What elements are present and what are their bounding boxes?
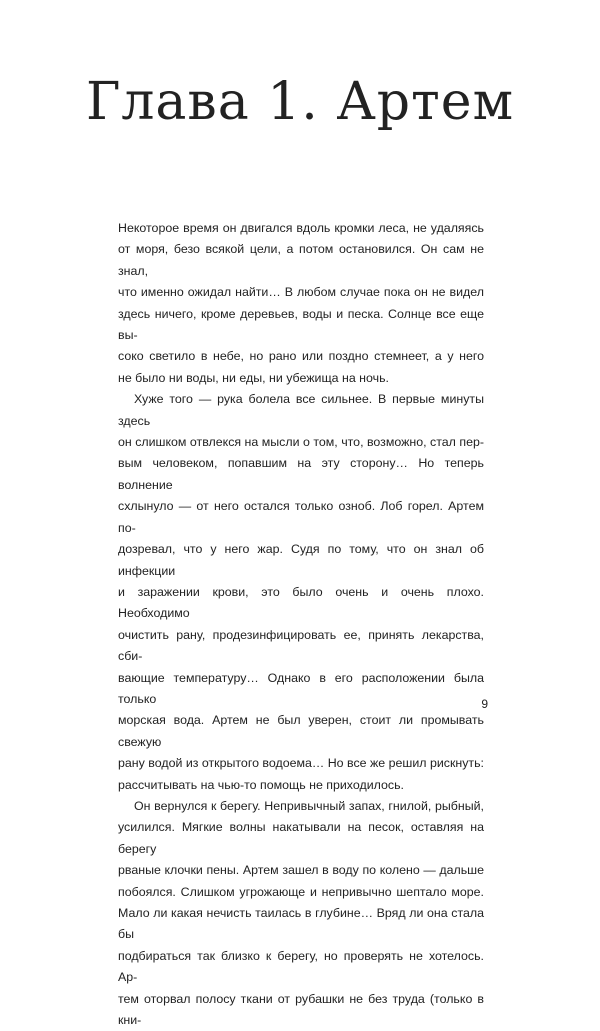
text-line: морская вода. Артем не был уверен, стоит ли промывать свежую [118,713,484,749]
text-line: вым человеком, попавшим на эту сторону… Но теперь волнение [118,456,484,492]
text-line: очистить рану, продезинфицировать ее, принять лекарства, сби- [118,627,484,664]
text-line: рваные клочки пены. Артем зашел в воду по колено — дальше [118,863,484,878]
text-line: не было ни воды, ни еды, ни убежища на ночь. [118,370,389,385]
text-line: тем оторвал полосу ткани от рубашки не без труда (только в кни- [118,991,484,1028]
text-line: и заражении крови, это было очень и очень плохо. Необходимо [118,584,484,621]
body-text [118,218,484,1031]
text-line: дозревал, что у него жар. Судя по тому, что он знал об инфекции [118,542,484,578]
text-line: подбираться так близко к берегу, но проверять не хотелось. Ар- [118,948,484,985]
text-line: Он вернулся к берегу. Непривычный запах, гнилой, рыбный, [134,798,484,813]
text-line: рану водой из открытого водоема… Но все же решил рискнуть: [118,756,484,771]
text-line: вающие температуру… Однако в его расположении была только [118,670,484,706]
text-line: схлынуло — от него остался только озноб. Лоб горел. Артем по- [118,499,484,535]
text-line: Некоторое время он двигался вдоль кромки леса, не удаляясь [118,221,484,235]
text-line: усилился. Мягкие волны накатывали на песок, оставляя на берегу [118,820,484,856]
text-line: здесь ничего, кроме деревьев, воды и песка. Солнце все еще вы- [118,306,484,343]
chapter-title: Глава 1. Артем [85,72,515,132]
text-line: побоялся. Слишком угрожающе и непривычно шептало море. [118,884,484,899]
text-line: от моря, безо всякой цели, а потом остановился. Он сам не знал, [118,242,484,278]
page-number: 9 [481,697,488,711]
text-line: рассчитывать на чью-то помощь не приходилось. [118,777,404,792]
text-line: Мало ли какая нечисть таилась в глубине… Вряд ли она стала бы [118,906,484,942]
text-line: он слишком отвлекся на мысли о том, что, возможно, стал пер- [118,435,484,450]
text-line: соко светило в небе, но рано или поздно стемнеет, а у него [118,349,484,364]
text-line: что именно ожидал найти… В любом случае пока он не видел [118,285,484,300]
text-line: Хуже того — рука болела все сильнее. В первые минуты здесь [118,392,484,428]
